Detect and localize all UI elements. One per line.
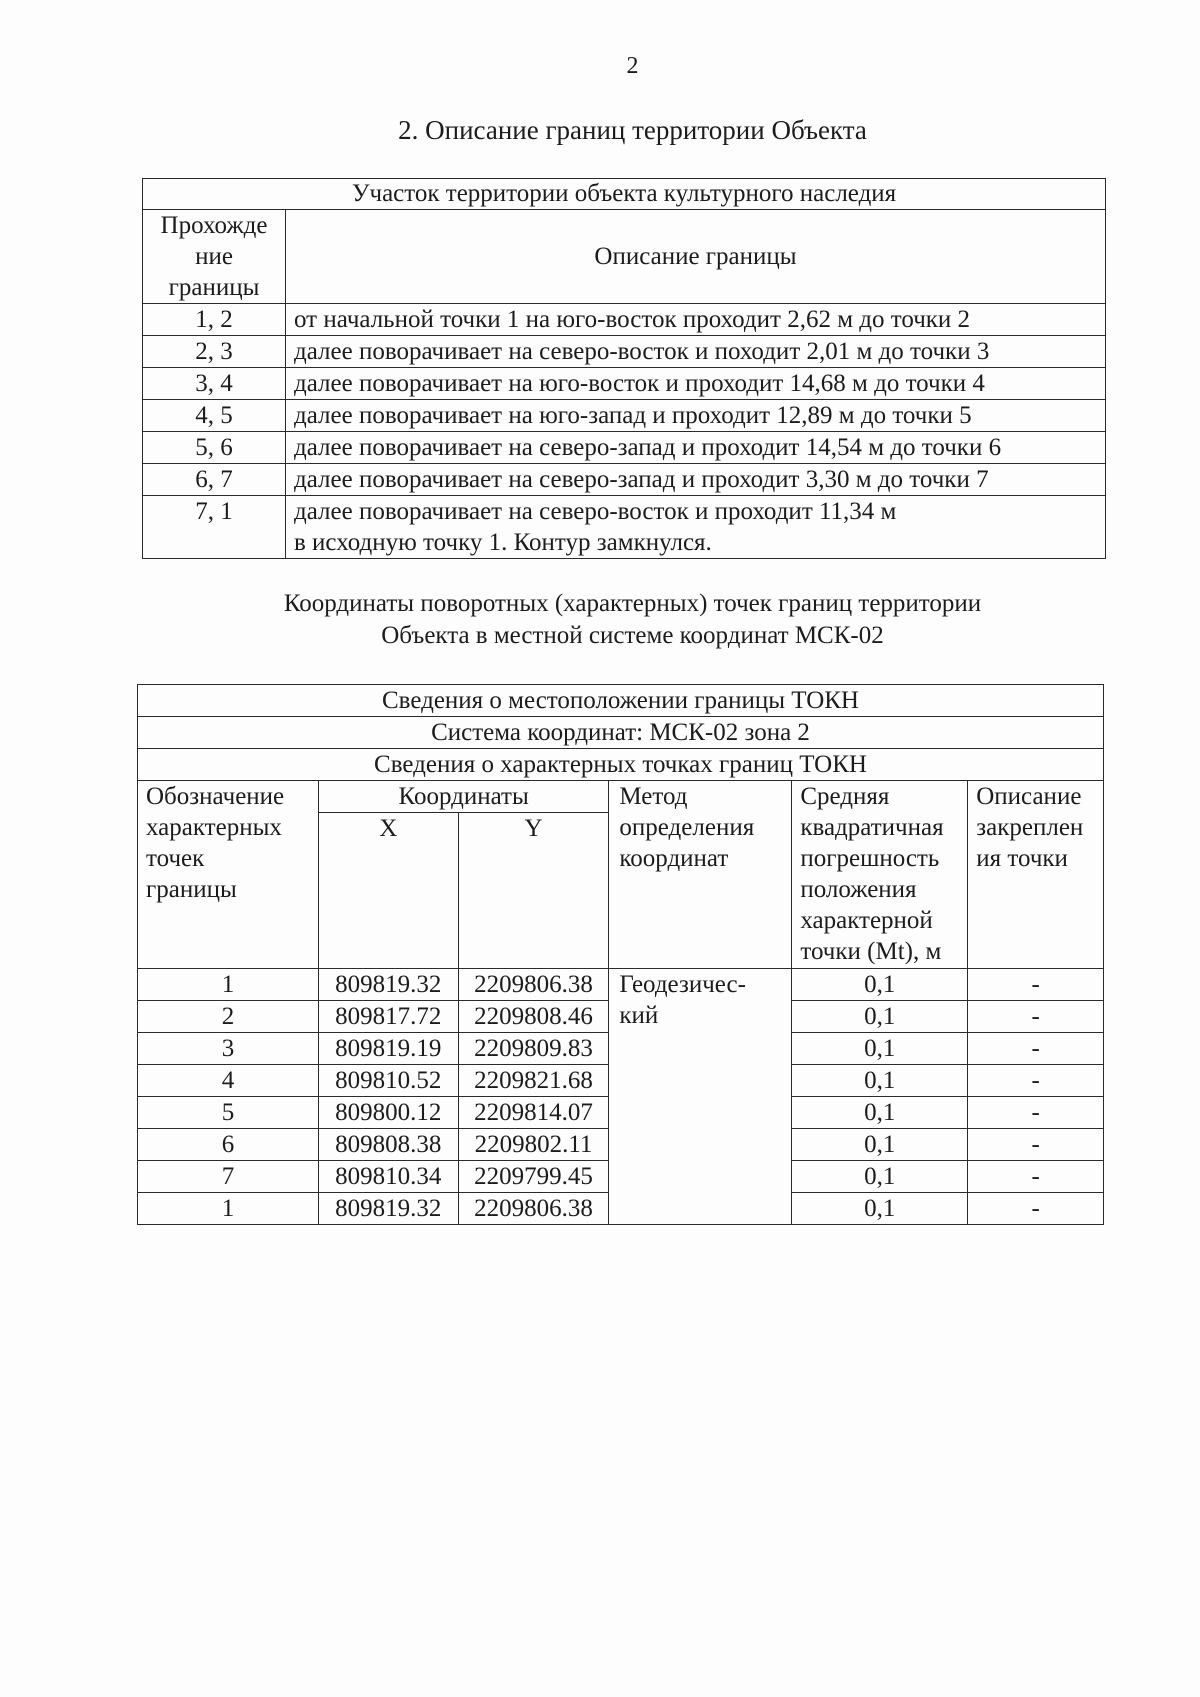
boundary-row [143,432,1106,464]
mean-square-error: 0,1 [792,1033,968,1065]
col-header-passage [143,210,286,304]
coord-x: 809810.52 [318,1065,458,1097]
col-header-point-line: Обозначение [146,783,285,810]
point-id: 5 [138,1097,319,1129]
point-fixing: - [968,1097,1104,1129]
method-cell [609,969,792,1225]
coord-x: 809819.32 [318,1193,458,1225]
col-header-x: X [318,813,458,969]
col-header-method-line: определения [619,814,755,841]
coord-y: 2209821.68 [458,1065,609,1097]
point-fixing: - [968,1129,1104,1161]
boundary-description-line: в исходную точку 1. Контур замкнулся. [294,529,712,556]
boundary-row [143,304,1106,336]
col-header-error-line: положения [800,876,917,903]
boundary-segment: 5, 6 [143,432,286,464]
col-header-fixing-line: закреплен [976,814,1084,841]
method-line: кий [619,1002,659,1029]
point-fixing: - [968,1033,1104,1065]
mean-square-error: 0,1 [792,1065,968,1097]
col-header-error [792,781,968,969]
col-header-error-line: точки (Mt), м [800,938,942,965]
point-id: 6 [138,1129,319,1161]
boundary-description: от начальной точки 1 на юго-восток проходит 2,62 м до точки 2 [286,304,1106,336]
col-header-point-line: характерных [146,814,282,841]
coords-banner-row [138,717,1104,749]
point-id: 7 [138,1161,319,1193]
coord-x: 809810.34 [318,1161,458,1193]
boundary-description: далее поворачивает на юго-запад и проходит 12,89 м до точки 5 [286,400,1106,432]
boundary-segment: 7, 1 [143,496,286,559]
point-fixing: - [968,1193,1104,1225]
col-header-fixing-line: Описание [976,783,1082,810]
coord-y: 2209799.45 [458,1161,609,1193]
boundary-row [143,336,1106,368]
mean-square-error: 0,1 [792,1097,968,1129]
col-header-fixing-line: ия точки [976,845,1068,872]
col-header-y: Y [458,813,609,969]
coord-y: 2209814.07 [458,1097,609,1129]
col-header-error-line: квадратичная [800,814,944,841]
point-fixing: - [968,1161,1104,1193]
point-fixing: - [968,1001,1104,1033]
col-header-coordinates: Координаты [318,781,608,813]
point-fixing: - [968,1065,1104,1097]
coord-x: 809819.19 [318,1033,458,1065]
col-header-passage-line: границы [168,274,260,301]
point-id: 2 [138,1001,319,1033]
point-id: 4 [138,1065,319,1097]
coord-y: 2209809.83 [458,1033,609,1065]
boundary-row [143,400,1106,432]
coords-banner-location: Сведения о местоположении границы ТОКН [138,685,1104,717]
col-header-point-line: границы [146,876,237,903]
boundary-description: далее поворачивает на юго-восток и проходит 14,68 м до точки 4 [286,368,1106,400]
point-id: 3 [138,1033,319,1065]
boundary-row [143,368,1106,400]
coord-y: 2209808.46 [458,1001,609,1033]
mean-square-error: 0,1 [792,969,968,1001]
boundary-row [143,464,1106,496]
mean-square-error: 0,1 [792,1001,968,1033]
col-header-description: Описание границы [286,210,1106,304]
coord-y: 2209806.38 [458,1193,609,1225]
coords-header-row [138,781,1104,813]
boundary-segment: 4, 5 [143,400,286,432]
coord-x: 809800.12 [318,1097,458,1129]
boundary-description-table [142,178,1106,559]
boundary-segment: 3, 4 [143,368,286,400]
coordinates-heading [0,588,1200,652]
col-header-error-line: погрешность [800,845,940,872]
coord-x: 809819.32 [318,969,458,1001]
boundary-description: далее поворачивает на северо-восток и походит 2,01 м до точки 3 [286,336,1106,368]
col-header-method [609,781,792,969]
boundary-segment: 6, 7 [143,464,286,496]
mean-square-error: 0,1 [792,1193,968,1225]
boundary-caption-row [143,179,1106,210]
coordinates-table [137,684,1104,1225]
coordinates-heading-line: Координаты поворотных (характерных) точек границ территории [283,590,982,617]
col-header-fixing [968,781,1104,969]
col-header-point-line: точек [146,845,205,872]
coord-y: 2209802.11 [458,1129,609,1161]
boundary-header-row [143,210,1106,304]
boundary-table-caption: Участок территории объекта культурного наследия [143,179,1106,210]
boundary-segment: 1, 2 [143,304,286,336]
coords-row [138,969,1104,1001]
coords-banner-row [138,749,1104,781]
coords-banner-points: Сведения о характерных точках границ ТОКН [138,749,1104,781]
method-line: Геодезичес- [619,971,746,998]
section-title: 2. Описание границ территории Объекта [398,115,867,145]
coord-y: 2209806.38 [458,969,609,1001]
col-header-passage-line: ние [195,243,233,270]
col-header-point [138,781,319,969]
coordinates-heading-line: Объекта в местной системе координат МСК-02 [381,622,884,649]
boundary-description: далее поворачивает на северо-запад и проходит 3,30 м до точки 7 [286,464,1106,496]
boundary-description [286,496,1106,559]
boundary-description: далее поворачивает на северо-запад и проходит 14,54 м до точки 6 [286,432,1106,464]
col-header-method-line: Метод [619,783,688,810]
page-number: 2 [626,53,639,79]
col-header-error-line: характерной [800,907,933,934]
point-id: 1 [138,1193,319,1225]
col-header-error-line: Средняя [800,783,890,810]
mean-square-error: 0,1 [792,1161,968,1193]
col-header-passage-line: Прохожде [160,212,268,239]
boundary-row [143,496,1106,559]
point-id: 1 [138,969,319,1001]
coord-x: 809817.72 [318,1001,458,1033]
boundary-description-line: далее поворачивает на северо-восток и проходит 11,34 м [294,498,897,525]
boundary-segment: 2, 3 [143,336,286,368]
mean-square-error: 0,1 [792,1129,968,1161]
coord-x: 809808.38 [318,1129,458,1161]
col-header-method-line: координат [619,845,729,872]
point-fixing: - [968,969,1104,1001]
coords-banner-system: Система координат: МСК-02 зона 2 [138,717,1104,749]
coords-banner-row [138,685,1104,717]
